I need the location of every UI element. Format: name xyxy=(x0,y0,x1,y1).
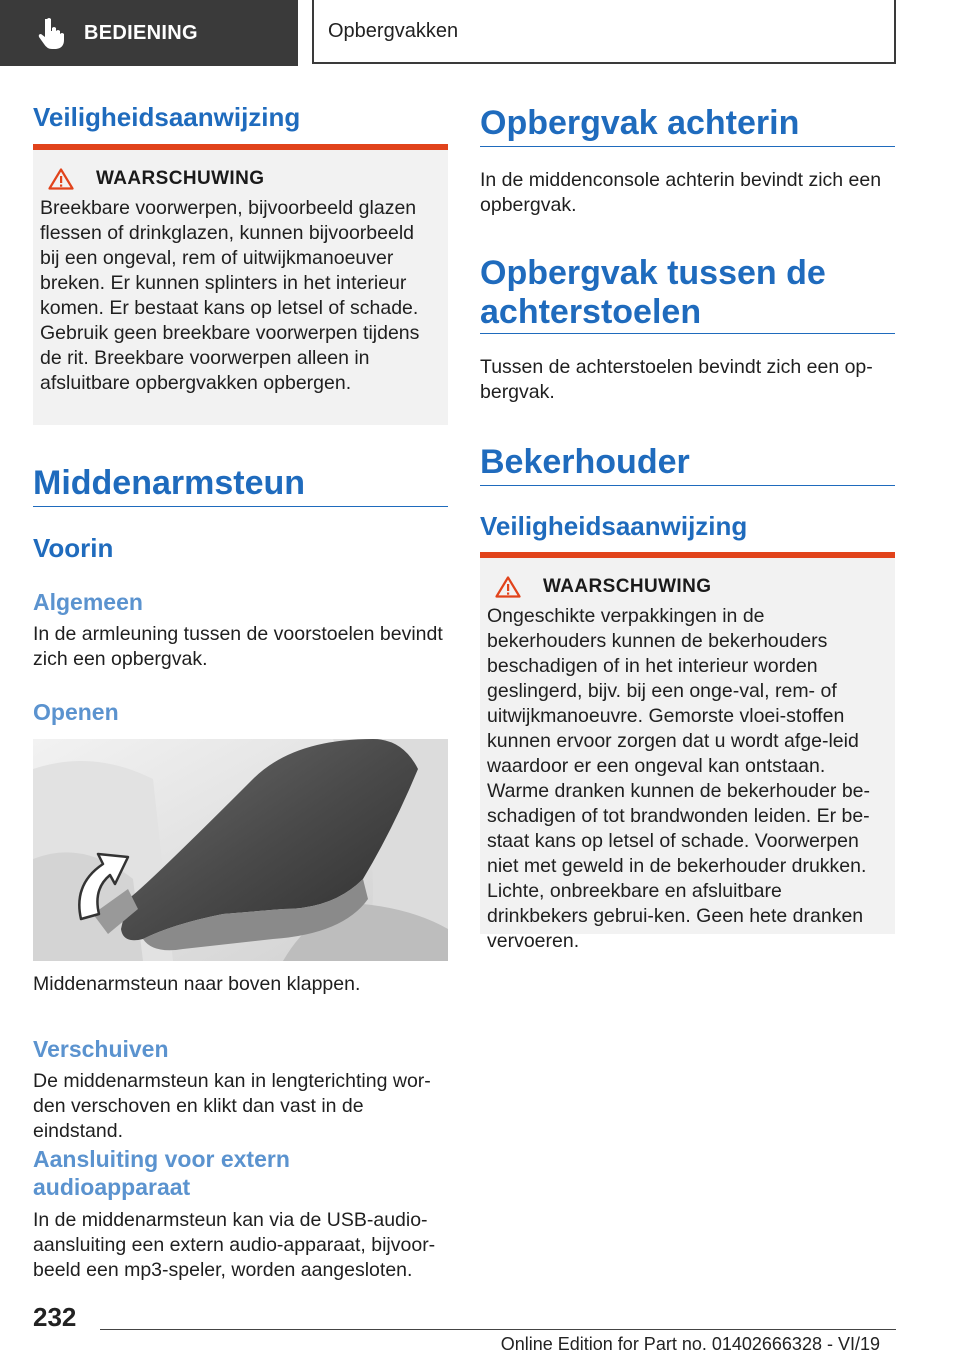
header-chapter-title: Opbergvakken xyxy=(328,19,459,42)
safety-heading: Veiligheidsaanwijzing xyxy=(33,102,301,132)
warning-triangle-icon xyxy=(48,168,74,190)
warning-box-cups xyxy=(480,552,895,952)
heading-rule xyxy=(33,506,448,507)
cup-safety-heading: Veiligheidsaanwijzing xyxy=(480,511,748,541)
heading-rule xyxy=(480,485,895,486)
footer-rule xyxy=(100,1329,896,1330)
heading-rule xyxy=(480,146,895,147)
warning-title: WAARSCHUWING xyxy=(543,576,712,597)
move-text: De middenarmsteun kan in lengterichting wor‐den verschoven en klikt dan vast in de eindstand. xyxy=(33,1070,431,1142)
front-heading: Voorin xyxy=(33,533,114,563)
audio-heading: Aansluiting voor extern audioapparaat xyxy=(33,1146,290,1200)
heading-rule xyxy=(480,333,895,334)
audio-text: In de middenarmsteun kan via de USB-audio‐aansluiting een extern audio-apparaat, bijvoor‐beeld een mp3-speler, worden aangesloten. xyxy=(33,1209,436,1281)
rear-text: In de middenconsole achterin bevindt zich een opbergvak. xyxy=(480,169,882,216)
open-heading: Openen xyxy=(33,699,119,725)
warning-triangle-icon xyxy=(495,576,521,598)
rear-heading: Opbergvak achterin xyxy=(480,104,800,142)
armrest-illustration xyxy=(33,739,448,961)
cup-heading: Bekerhouder xyxy=(480,443,690,481)
armrest-heading: Middenarmsteun xyxy=(33,464,306,502)
warning-text: Breekbare voorwerpen, bijvoorbeeld glazen flessen of drinkglazen, kunnen bijvoorbeeld bij een ongeval, rem of uitwijkmanoeuver breken. Er kunnen splinters in het interieur komen. Er bestaat kans op letsel of schade. Gebruik geen breekbare voorwerpen tijdens de rit. Breekbare voorwerpen alleen in afsluitbare opbergvakken opbergen. xyxy=(40,197,420,394)
page-number: 232 xyxy=(33,1302,77,1332)
between-heading: Opbergvak tussen de achterstoelen xyxy=(480,254,826,331)
warning-title: WAARSCHUWING xyxy=(96,168,265,189)
hand-pointer-icon xyxy=(38,17,68,49)
header-chapter-box xyxy=(312,0,896,64)
header-section-title: BEDIENING xyxy=(84,21,198,44)
header-section-tab xyxy=(0,0,298,66)
photo-caption: Middenarmsteun naar boven klappen. xyxy=(33,973,361,995)
move-heading: Verschuiven xyxy=(33,1036,169,1062)
warning-box-glass xyxy=(33,144,448,425)
general-text: In de armleuning tussen de voorstoelen bevindt zich een opbergvak. xyxy=(33,623,443,670)
general-heading: Algemeen xyxy=(33,589,143,615)
between-text: Tussen de achterstoelen bevindt zich een op‐bergvak. xyxy=(480,356,873,403)
warning-text: Ongeschikte verpakkingen in de bekerhouders kunnen de bekerhouders beschadigen of in het interieur worden geslingerd, bijv. bij een onge‐val, rem- of uitwijkmanoeuvre. Gemorste vloei‐stoffen kunnen ervoor zorgen dat u wordt afge‐leid waardoor er een ongeval kan ontstaan. Warme dranken kunnen de bekerhouder be‐schadigen of tot brandwonden leiden. Er be‐staat kans op letsel of schade. Voorwerpen niet met geweld in de bekerhouder drukken. Lichte, onbreekbare en afsluitbare drinkbekers gebrui‐ken. Geen hete dranken vervoeren. xyxy=(487,605,871,952)
footer-edition: Online Edition for Part no. 01402666328 - VI/19 xyxy=(500,1334,880,1354)
armrest-photo xyxy=(33,739,448,961)
